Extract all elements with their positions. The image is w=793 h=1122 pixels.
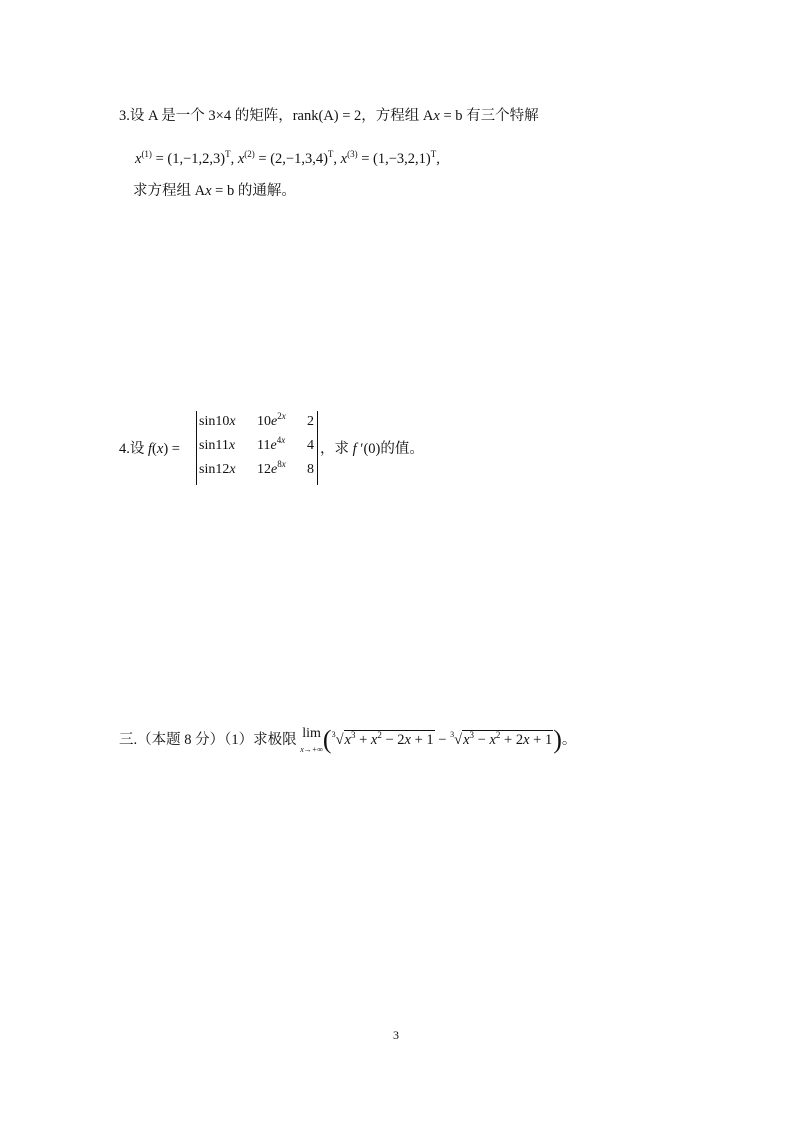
- q3-line1: 3.设 A 是一个 3×4 的矩阵，rank(A) = 2，方程组 Ax = b 有三个特解: [119, 108, 539, 124]
- q3-line3: 求方程组 Ax = b 的通解。: [133, 183, 296, 199]
- section3-problem: 三.（本题 8 分）（1）求极限 lim $x\to+\infty(^3√x^3 + x^2 - 2x + 1 - ^3√x^3 - x^2 + 2x + 1)$。: [119, 725, 577, 755]
- q4-prefix: 4.设 f(x) =: [119, 441, 180, 457]
- page-number: 3: [393, 1028, 399, 1042]
- q3-particular-solutions: $x^{(1)} = (1,-1,2,3)^T$, $x^{(2)} = (2,-1,3,4)^T$, $x^{(3)} = (1,-3,2,1)^T$,: [135, 149, 440, 167]
- q4-suffix: ，求 f ′(0)的值。: [320, 441, 424, 457]
- limit-operator: lim x→+∞: [300, 726, 323, 754]
- radicand-1: $x^3 + x^2 - 2x + 1$: [344, 730, 434, 749]
- radicand-2: $x^3 - x^2 + 2x + 1$: [463, 730, 553, 749]
- q4-determinant: sin10x $10e^{2x}$ 2 sin11x $11e^{4x}$ 4 sin12x $12e^{8x}$ 8: [196, 411, 318, 485]
